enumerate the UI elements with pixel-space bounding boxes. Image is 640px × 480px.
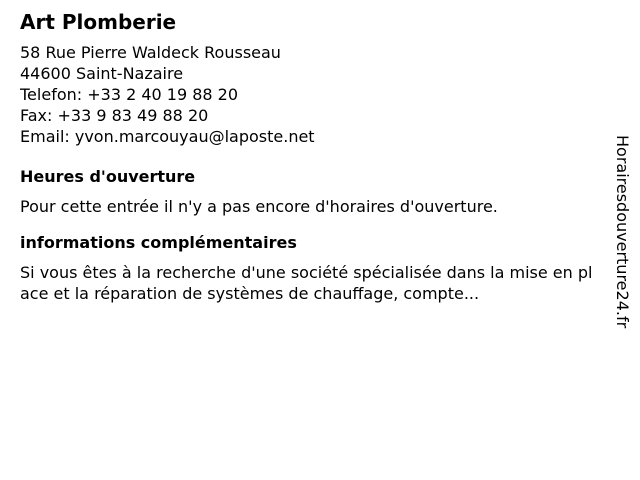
additional-info-heading: informations complémentaires <box>20 233 297 252</box>
fax-number: Fax: +33 9 83 49 88 20 <box>20 106 209 125</box>
address-block <box>20 42 595 147</box>
additional-info-text: Si vous êtes à la recherche d'une société spécialisée dans la mise en place et la réparation de systèmes de chauffage, compte... <box>20 263 593 303</box>
email-address: Email: yvon.marcouyau@laposte.net <box>20 127 315 146</box>
company-name: Art Plomberie <box>20 10 177 34</box>
business-card <box>20 10 595 304</box>
opening-hours-heading: Heures d'ouverture <box>20 167 196 186</box>
phone-number: Telefon: +33 2 40 19 88 20 <box>20 85 239 104</box>
street-address: 58 Rue Pierre Waldeck Rousseau <box>20 43 281 62</box>
city-postcode: 44600 Saint-Nazaire <box>20 64 184 83</box>
site-watermark: Horairesdouverture24.fr <box>613 135 632 329</box>
opening-hours-text: Pour cette entrée il n'y a pas encore d'horaires d'ouverture. <box>20 197 498 216</box>
